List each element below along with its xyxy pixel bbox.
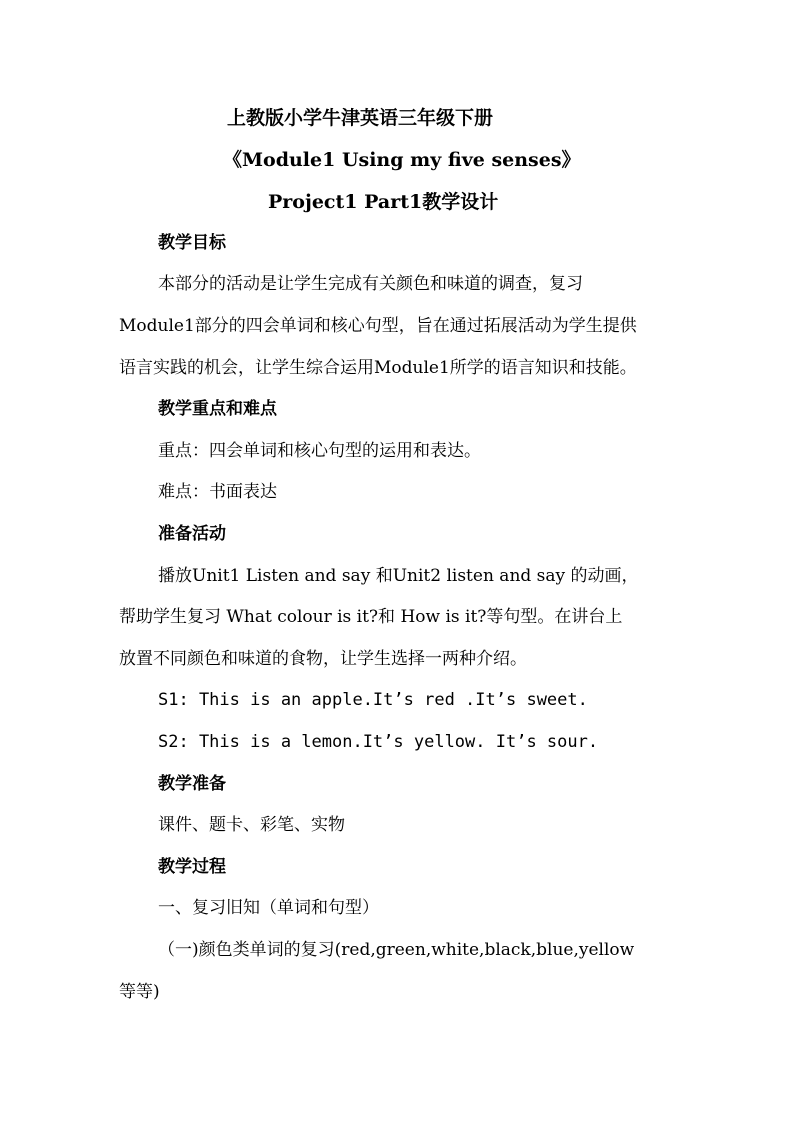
process-substep-1-line-1: （一)颜色类单词的复习(red,green,white,black,blue,yellow [158, 940, 635, 960]
materials-heading: 教学准备 [158, 774, 226, 794]
materials-list: 课件、题卡、彩笔、实物 [158, 815, 345, 835]
preparation-activity-heading: 准备活动 [158, 524, 226, 544]
objectives-paragraph-line-1: 本部分的活动是让学生完成有关颜色和味道的调查，复习 [158, 274, 583, 294]
preparation-paragraph-line-2: 帮助学生复习 What colour is it?和 How is it?等句型。在讲台上 [119, 607, 623, 627]
dialogue-s2: S2: This is a lemon.It’s yellow. It’s sour. [158, 732, 599, 752]
dialogue-s1: S1: This is an apple.It’s red .It’s sweet. [158, 690, 588, 710]
key-point-text: 重点：四会单词和核心句型的运用和表达。 [158, 441, 481, 461]
document-title-line-2: 《Module1 Using my five senses》 [223, 149, 581, 171]
preparation-paragraph-line-3: 放置不同颜色和味道的食物，让学生选择一两种介绍。 [119, 649, 527, 669]
process-heading: 教学过程 [158, 857, 226, 877]
preparation-paragraph-line-1: 播放Unit1 Listen and say 和Unit2 listen and say 的动画， [158, 566, 639, 586]
document-title-line-1: 上教版小学牛津英语三年级下册 [227, 107, 494, 129]
objectives-paragraph-line-3: 语言实践的机会，让学生综合运用Module1所学的语言知识和技能。 [119, 358, 637, 378]
process-substep-1-line-2: 等等) [119, 982, 160, 1002]
difficulty-text: 难点：书面表达 [158, 482, 277, 502]
document-title-line-3: Project1 Part1教学设计 [268, 191, 499, 213]
process-step-1: 一、复习旧知（单词和句型） [158, 898, 379, 918]
objectives-paragraph-line-2: Module1部分的四会单词和核心句型，旨在通过拓展活动为学生提供 [119, 316, 637, 336]
objectives-heading: 教学目标 [158, 233, 226, 253]
key-points-heading: 教学重点和难点 [158, 399, 277, 419]
